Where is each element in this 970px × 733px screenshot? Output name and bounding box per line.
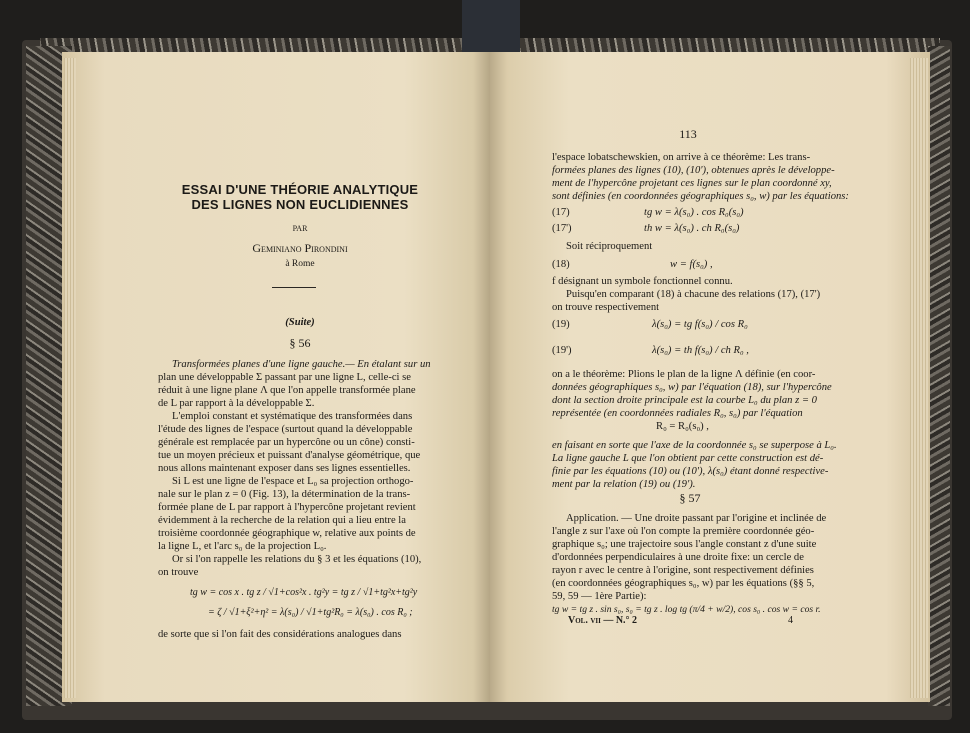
left-text-line: nous allons maintenant exposer dans ses lignes essentielles. — [158, 463, 411, 474]
left-text-line: réduit à une ligne plane Λ que l'on appelle transformée plane — [158, 385, 416, 396]
right-text-line: on a le théorème: Plions le plan de la ligne Λ définie (en coor- — [552, 369, 816, 380]
right-text-line: l'espace lobatschewskien, on arrive à ce théorème: Les trans- — [552, 152, 811, 163]
page-number: 113 — [679, 127, 697, 141]
left-last-line: de sorte que si l'on fait des considérations analogues dans — [158, 629, 402, 640]
right-page-edges — [910, 58, 928, 698]
left-text-line: générale est remplacée par un hypercône ou un cône) consti- — [158, 437, 415, 448]
left-text-line: troisième coordonnée géographique w, relative aux points de — [158, 528, 416, 539]
suite-label: (Suite) — [285, 317, 315, 328]
marbled-right-cover — [928, 46, 950, 706]
right-text-line: 59, 59 — 1ère Partie): — [552, 591, 647, 602]
right-text-line: (en coordonnées géographiques s₀, w) par les équations (§§ 5, — [552, 578, 815, 589]
eq19: λ(s₀) = tg f(s₀) / cos R₀ — [652, 319, 748, 330]
left-text-line: nale sur le plan z = 0 (Fig. 13), la détermination de la trans- — [158, 489, 411, 500]
left-text-line: on trouve — [158, 567, 199, 578]
footer-volume: Vol. vii — N.° 2 — [568, 615, 638, 626]
right-text-line: graphique s₀; une trajectoire sous l'angle constant z d'une suite — [552, 539, 817, 550]
right-text-line: La ligne gauche L que l'on obtient par cette construction est dé- — [552, 453, 824, 464]
left-page-edges — [64, 58, 76, 698]
left-text-line: de L par rapport à la développable Σ. — [158, 398, 315, 409]
equation-tg-w-cont: = ζ / √1+ξ²+η² = λ(s₀) / √1+tg²R₀ = λ(s₀) . cos R₀ ; — [208, 607, 413, 618]
left-text-line: L'emploi constant et systématique des transformées dans — [172, 411, 413, 422]
eq19p-label: (19') — [552, 345, 572, 356]
left-text-line: Transformées planes d'une ligne gauche.— En étalant sur un — [172, 359, 431, 370]
eq17p: th w = λ(s₀) . ch R₀(s₀) — [644, 223, 740, 234]
right-text-line: l'angle z sur l'axe où l'on compte la première coordonnée géo- — [552, 526, 815, 537]
right-text-line: finie par les équations (10) ou (10'), λ(s₀) étant donné respective- — [552, 466, 829, 477]
equation-application: tg w = tg z . sin s₀, s₀ = tg z . log tg (π/4 + w/2), cos s₀ . cos w = cos r. — [552, 604, 821, 615]
left-text-line: plan une développable Σ passant par une ligne L, celle-ci se — [158, 372, 411, 383]
eq18: w = f(s₀) , — [670, 259, 713, 270]
right-text-line: dont la section droite principale est la courbe L₀ du plan z = 0 — [552, 395, 817, 406]
right-text-line: d'ordonnées perpendiculaires à une droite fixe: un cercle de — [552, 552, 804, 563]
right-text-line: rayon r avec le centre à l'origine, sont respectivement définies — [552, 565, 814, 576]
eq-r0: R₀ = R₀(s₀) , — [656, 421, 709, 432]
left-text-line: la ligne L, et l'arc s₀ de la projection L₀. — [158, 541, 327, 552]
right-text-line: sont définies (en coordonnées géographiques s₀, w) par les équations: — [552, 191, 849, 202]
section-heading-57: § 57 — [679, 491, 701, 505]
right-text-line: f désignant un symbole fonctionnel connu. — [552, 276, 733, 287]
par-label: PAR — [292, 224, 308, 233]
right-text-line: ment par la relation (19) ou (19'). — [552, 479, 696, 490]
eq17p-label: (17') — [552, 223, 572, 234]
right-text-line: formées planes des lignes (10), (10'), obtenues après le développe- — [552, 165, 835, 176]
soit-line: Soit réciproquement — [566, 241, 653, 252]
left-text-line: Si L est une ligne de l'espace et L₀ sa projection orthogo- — [172, 476, 414, 487]
author-location: à Rome — [285, 259, 315, 269]
right-text-line: représentée (en coordonnées radiales R₀, s₀) par l'équation — [552, 408, 803, 419]
right-text-line: Application. — Une droite passant par l'origine et inclinée de — [566, 513, 827, 524]
left-text-line: évidemment à la recherche de la relation qui a lieu entre la — [158, 515, 406, 526]
left-text-line: Or si l'on rappelle les relations du § 3 et les équations (10), — [172, 554, 422, 565]
eq19p: λ(s₀) = th f(s₀) / ch R₀ , — [652, 345, 749, 356]
article-title-line1: ESSAI D'UNE THÉORIE ANALYTIQUE — [181, 182, 419, 197]
eq19-label: (19) — [552, 319, 570, 330]
right-text-line: en faisant en sorte que l'axe de la coordonnée s₀ se superpose à L₀. — [552, 440, 837, 451]
right-text-line: ment de l'hypercône projetant ces lignes sur le plan coordonné xy, — [552, 178, 832, 189]
eq17-label: (17) — [552, 207, 570, 218]
separator-rule — [272, 287, 316, 288]
footer-signature: 4 — [788, 615, 793, 626]
left-text-line: tue un moyen précieux et puissant d'analyse géométrique, que — [158, 450, 421, 461]
right-text-line: données géographiques s₀, w) par l'équation (18), sur l'hypercône — [552, 382, 832, 393]
article-title-line2: DES LIGNES NON EUCLIDIENNES — [191, 197, 409, 212]
section-heading-56: § 56 — [289, 336, 311, 350]
right-text-line: on trouve respectivement — [552, 302, 660, 313]
equation-tg-w: tg w = cos x . tg z / √1+cos²x . tg²y = tg z / √1+tg²x+tg²y — [190, 587, 418, 598]
right-text-line: Puisqu'en comparant (18) à chacune des relations (17), (17') — [566, 289, 821, 300]
left-text-line: formée plane de L par rapport à l'hypercône projetant revient — [158, 502, 416, 513]
author-name: Geminiano Pirondini — [252, 241, 348, 255]
eq17: tg w = λ(s₀) . cos R₀(s₀) — [644, 207, 744, 218]
left-text-line: l'étude des lignes de l'espace (surtout quand la développable — [158, 424, 413, 435]
eq18-label: (18) — [552, 259, 570, 270]
